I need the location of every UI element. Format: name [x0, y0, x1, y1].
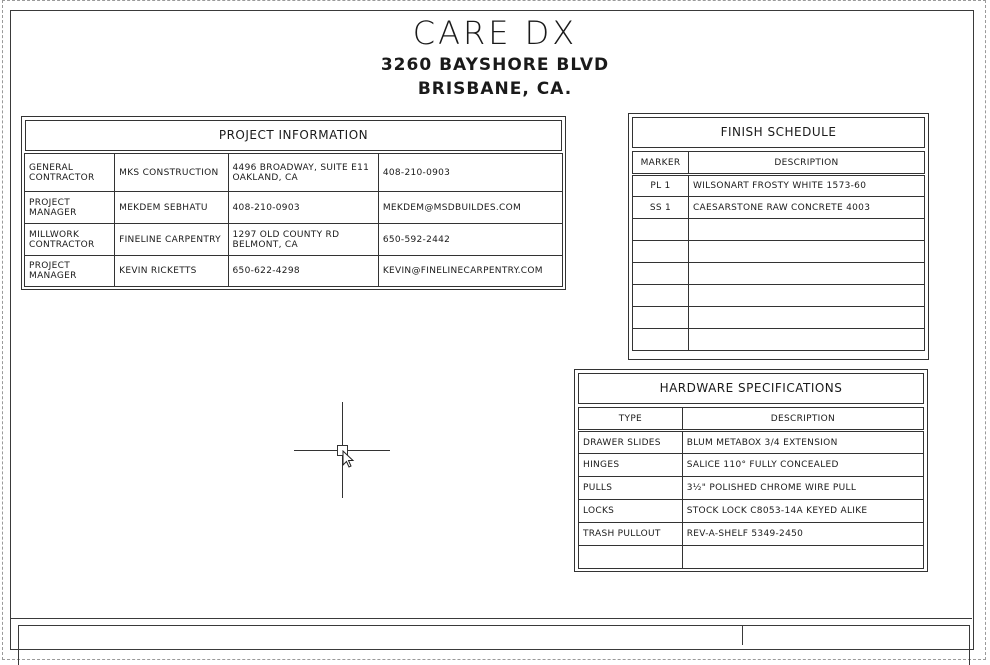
title-block-line [10, 618, 972, 619]
table-cell: 1297 OLD COUNTY RD BELMONT, CA [228, 224, 378, 256]
table-row[interactable] [633, 219, 925, 241]
table-row[interactable] [579, 523, 924, 546]
table-row[interactable] [579, 477, 924, 500]
project-info-table[interactable] [24, 153, 563, 287]
table-cell: 650-622-4298 [228, 256, 378, 287]
table-cell: PULLS [579, 477, 683, 500]
table-header-row [579, 408, 924, 431]
table-row[interactable] [633, 241, 925, 263]
crosshair-cursor-icon [342, 450, 356, 470]
table-cell: PL 1 [633, 175, 689, 197]
column-header: DESCRIPTION [682, 408, 923, 431]
column-header: MARKER [633, 152, 689, 175]
table-cell: KEVIN RICKETTS [115, 256, 228, 287]
table-cell [633, 263, 689, 285]
finish-schedule-table[interactable] [632, 151, 925, 351]
table-row[interactable] [25, 192, 563, 224]
table-row[interactable] [25, 154, 563, 192]
table-cell: MILLWORK CONTRACTOR [25, 224, 115, 256]
table-cell [633, 285, 689, 307]
table-row[interactable] [633, 197, 925, 219]
table-cell: STOCK LOCK C8053-14A KEYED ALIKE [682, 500, 923, 523]
table-row[interactable] [633, 263, 925, 285]
table-row[interactable] [633, 329, 925, 351]
company-address: 3260 BAYSHORE BLVD [380, 55, 610, 75]
table-cell [688, 241, 924, 263]
column-header: TYPE [579, 408, 683, 431]
table-cell: SALICE 110° FULLY CONCEALED [682, 454, 923, 477]
table-cell: 408-210-0903 [228, 192, 378, 224]
table-cell: BLUM METABOX 3/4 EXTENSION [682, 431, 923, 454]
table-row[interactable] [633, 175, 925, 197]
table-cell: GENERAL CONTRACTOR [25, 154, 115, 192]
table-cell [633, 219, 689, 241]
company-name: CARE DX [412, 14, 578, 52]
title-block [18, 625, 970, 665]
table-cell: 408-210-0903 [378, 154, 562, 192]
table-cell: 4496 BROADWAY, SUITE E11 OAKLAND, CA [228, 154, 378, 192]
hardware-spec-title: HARDWARE SPECIFICATIONS [659, 381, 843, 395]
table-row[interactable] [579, 546, 924, 569]
table-cell: TRASH PULLOUT [579, 523, 683, 546]
table-cell [688, 263, 924, 285]
table-cell: 650-592-2442 [378, 224, 562, 256]
column-header: DESCRIPTION [688, 152, 924, 175]
table-row[interactable] [25, 224, 563, 256]
table-cell [682, 546, 923, 569]
table-cell [688, 307, 924, 329]
table-row[interactable] [25, 256, 563, 287]
table-row[interactable] [579, 454, 924, 477]
table-row[interactable] [633, 285, 925, 307]
table-cell: KEVIN@FINELINECARPENTRY.COM [378, 256, 562, 287]
table-cell: 3½" POLISHED CHROME WIRE PULL [682, 477, 923, 500]
table-cell: FINELINE CARPENTRY [115, 224, 228, 256]
table-cell: MEKDEM@MSDBUILDES.COM [378, 192, 562, 224]
table-cell: WILSONART FROSTY WHITE 1573-60 [688, 175, 924, 197]
table-cell [688, 219, 924, 241]
table-row[interactable] [579, 500, 924, 523]
title-block-divider [742, 625, 743, 645]
table-cell [688, 285, 924, 307]
table-cell: MKS CONSTRUCTION [115, 154, 228, 192]
table-row[interactable] [579, 431, 924, 454]
table-cell [579, 546, 683, 569]
table-cell: REV-A-SHELF 5349-2450 [682, 523, 923, 546]
table-cell [633, 307, 689, 329]
hardware-spec-table[interactable] [578, 407, 924, 569]
table-row[interactable] [633, 307, 925, 329]
table-cell: CAESARSTONE RAW CONCRETE 4003 [688, 197, 924, 219]
project-info-title: PROJECT INFORMATION [218, 128, 369, 142]
finish-schedule-title: FINISH SCHEDULE [720, 125, 837, 139]
table-cell: PROJECT MANAGER [25, 256, 115, 287]
table-cell: PROJECT MANAGER [25, 192, 115, 224]
table-cell: HINGES [579, 454, 683, 477]
company-city: BRISBANE, CA. [417, 79, 573, 99]
table-cell: LOCKS [579, 500, 683, 523]
table-header-row [633, 152, 925, 175]
table-cell: SS 1 [633, 197, 689, 219]
table-cell: DRAWER SLIDES [579, 431, 683, 454]
table-cell [688, 329, 924, 351]
table-cell [633, 329, 689, 351]
table-cell: MEKDEM SEBHATU [115, 192, 228, 224]
table-cell [633, 241, 689, 263]
